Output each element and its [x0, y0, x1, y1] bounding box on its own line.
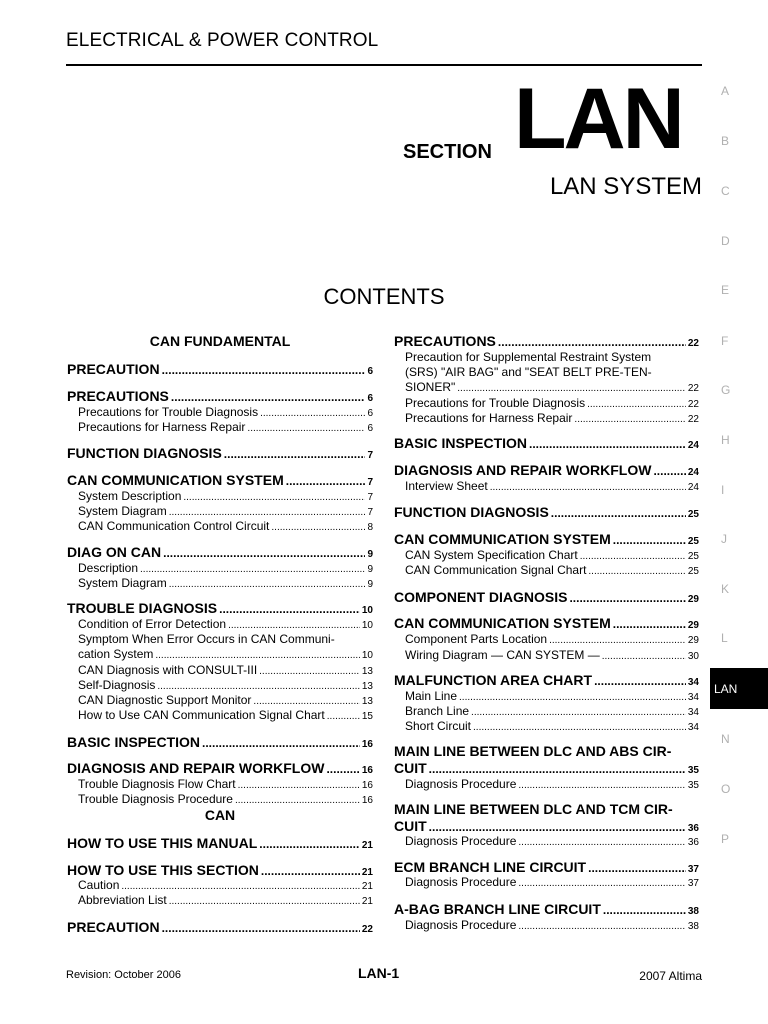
can-fundamental-heading: CAN FUNDAMENTAL — [149, 333, 291, 349]
toc-subentry[interactable]: CAN Communication Control Circuit ..... 8 — [67, 519, 373, 533]
toc-entry-line[interactable]: MAIN LINE BETWEEN DLC AND ABS CIR- — [394, 743, 672, 759]
toc-entry[interactable]: BASIC INSPECTION ..... 16 — [67, 734, 373, 750]
index-tab-f[interactable]: F — [721, 334, 729, 348]
toc-entry[interactable]: A-BAG BRANCH LINE CIRCUIT ..... 38 — [394, 901, 699, 917]
footer-page-number: LAN-1 — [358, 965, 400, 981]
index-tab-h[interactable]: H — [721, 433, 730, 447]
toc-subentry[interactable]: CAN Communication Signal Chart ..... 25 — [394, 563, 699, 577]
toc-subentry[interactable]: System Diagram ..... 7 — [67, 504, 373, 518]
section-subtitle: LAN SYSTEM — [549, 173, 702, 200]
toc-subentry[interactable]: Abbreviation List ..... 21 — [67, 893, 373, 907]
toc-subentry-line[interactable]: Symptom When Error Occurs in CAN Communi- — [78, 632, 335, 646]
toc-entry[interactable]: CAN COMMUNICATION SYSTEM ..... 29 — [394, 615, 699, 631]
toc-subentry[interactable]: CAN Diagnosis with CONSULT-III ..... 13 — [67, 663, 373, 677]
index-tab-k[interactable]: K — [721, 582, 730, 596]
index-tab-lan-active[interactable]: LAN — [710, 668, 768, 709]
header-title: ELECTRICAL & POWER CONTROL — [66, 30, 379, 51]
index-tab-l[interactable]: L — [721, 631, 728, 645]
toc-subentry[interactable]: Diagnosis Procedure ..... 35 — [394, 777, 699, 791]
toc-subentry[interactable]: cation System ..... 10 — [67, 647, 373, 661]
index-tab-c[interactable]: C — [721, 184, 730, 198]
section-code: LAN — [514, 71, 682, 167]
toc-entry[interactable]: CAN COMMUNICATION SYSTEM ..... 25 — [394, 531, 699, 547]
toc-entry[interactable]: PRECAUTION ..... 22 — [67, 919, 373, 935]
toc-entry[interactable]: CAN COMMUNICATION SYSTEM ..... 7 — [67, 472, 373, 488]
index-tab-e[interactable]: E — [721, 283, 730, 297]
toc-entry[interactable]: BASIC INSPECTION ..... 24 — [394, 435, 699, 451]
toc-entry[interactable]: MALFUNCTION AREA CHART ..... 34 — [394, 672, 699, 688]
toc-subentry[interactable]: System Diagram ..... 9 — [67, 576, 373, 590]
index-tab-g[interactable]: G — [721, 383, 731, 397]
toc-subentry[interactable]: CAN System Specification Chart ..... 25 — [394, 548, 699, 562]
index-tab-d[interactable]: D — [721, 234, 730, 248]
toc-entry[interactable]: CUIT ..... 35 — [394, 760, 699, 776]
index-tab-n[interactable]: N — [721, 732, 730, 746]
toc-subentry[interactable]: Interview Sheet ..... 24 — [394, 479, 699, 493]
toc-entry[interactable]: PRECAUTIONS ..... 22 — [394, 333, 699, 349]
toc-entry[interactable]: HOW TO USE THIS SECTION ..... 21 — [67, 862, 373, 878]
toc-subentry[interactable]: CAN Diagnostic Support Monitor ..... 13 — [67, 693, 373, 707]
toc-subentry-line[interactable]: (SRS) "AIR BAG" and "SEAT BELT PRE-TEN- — [405, 365, 652, 379]
toc-subentry[interactable]: Wiring Diagram — CAN SYSTEM — ..... 30 — [394, 648, 699, 662]
footer-model: 2007 Altima — [639, 969, 702, 983]
index-tab-i[interactable]: I — [721, 483, 725, 497]
toc-entry[interactable]: DIAG ON CAN ..... 9 — [67, 544, 373, 560]
toc-entry[interactable]: FUNCTION DIAGNOSIS ..... 7 — [67, 445, 373, 461]
toc-subentry[interactable]: Precautions for Trouble Diagnosis ..... 22 — [394, 396, 699, 410]
toc-entry[interactable]: CUIT ..... 36 — [394, 818, 699, 834]
toc-entry[interactable]: PRECAUTION ..... 6 — [67, 361, 373, 377]
toc-subentry[interactable]: SIONER" ..... 22 — [394, 380, 699, 394]
header-rule — [66, 64, 702, 66]
toc-entry[interactable]: FUNCTION DIAGNOSIS ..... 25 — [394, 504, 699, 520]
toc-subentry[interactable]: Short Circuit ..... 34 — [394, 719, 699, 733]
toc-entry[interactable]: COMPONENT DIAGNOSIS ..... 29 — [394, 589, 699, 605]
toc-subentry[interactable]: Self-Diagnosis ..... 13 — [67, 678, 373, 692]
toc-subentry[interactable]: Trouble Diagnosis Flow Chart ..... 16 — [67, 777, 373, 791]
toc-entry[interactable]: PRECAUTIONS ..... 6 — [67, 388, 373, 404]
index-tab-a[interactable]: A — [721, 84, 730, 98]
index-tab-j[interactable]: J — [721, 532, 727, 546]
toc-subentry[interactable]: Condition of Error Detection ..... 10 — [67, 617, 373, 631]
toc-entry[interactable]: ECM BRANCH LINE CIRCUIT ..... 37 — [394, 859, 699, 875]
toc-subentry[interactable]: Precautions for Trouble Diagnosis ..... 6 — [67, 405, 373, 419]
toc-subentry[interactable]: Branch Line ..... 34 — [394, 704, 699, 718]
toc-subentry-line[interactable]: Precaution for Supplemental Restraint System — [405, 350, 652, 364]
toc-subentry[interactable]: System Description ..... 7 — [67, 489, 373, 503]
toc-entry[interactable]: DIAGNOSIS AND REPAIR WORKFLOW ..... 16 — [67, 760, 373, 776]
toc-subentry[interactable]: Component Parts Location ..... 29 — [394, 632, 699, 646]
toc-entry[interactable]: TROUBLE DIAGNOSIS ..... 10 — [67, 600, 373, 616]
toc-subentry[interactable]: Precautions for Harness Repair ..... 6 — [67, 420, 373, 434]
contents-title: CONTENTS — [323, 284, 445, 309]
index-tab-b[interactable]: B — [721, 134, 730, 148]
section-word: SECTION — [403, 141, 492, 163]
toc-subentry[interactable]: Diagnosis Procedure ..... 36 — [394, 834, 699, 848]
toc-entry[interactable]: DIAGNOSIS AND REPAIR WORKFLOW ..... 24 — [394, 462, 699, 478]
toc-subentry[interactable]: Trouble Diagnosis Procedure ..... 16 — [67, 792, 373, 806]
can-heading: CAN — [204, 807, 236, 823]
toc-subentry[interactable]: Diagnosis Procedure ..... 38 — [394, 918, 699, 932]
index-tab-o[interactable]: O — [721, 782, 731, 796]
toc-subentry[interactable]: Main Line ..... 34 — [394, 689, 699, 703]
toc-subentry[interactable]: Description ..... 9 — [67, 561, 373, 575]
toc-entry-line[interactable]: MAIN LINE BETWEEN DLC AND TCM CIR- — [394, 801, 673, 817]
index-tab-p[interactable]: P — [721, 832, 730, 846]
toc-entry[interactable]: HOW TO USE THIS MANUAL ..... 21 — [67, 835, 373, 851]
toc-subentry[interactable]: How to Use CAN Communication Signal Chart ..... 15 — [67, 708, 373, 722]
toc-subentry[interactable]: Precautions for Harness Repair ..... 22 — [394, 411, 699, 425]
toc-subentry[interactable]: Diagnosis Procedure ..... 37 — [394, 875, 699, 889]
footer-revision: Revision: October 2006 — [66, 969, 181, 981]
toc-subentry[interactable]: Caution ..... 21 — [67, 878, 373, 892]
